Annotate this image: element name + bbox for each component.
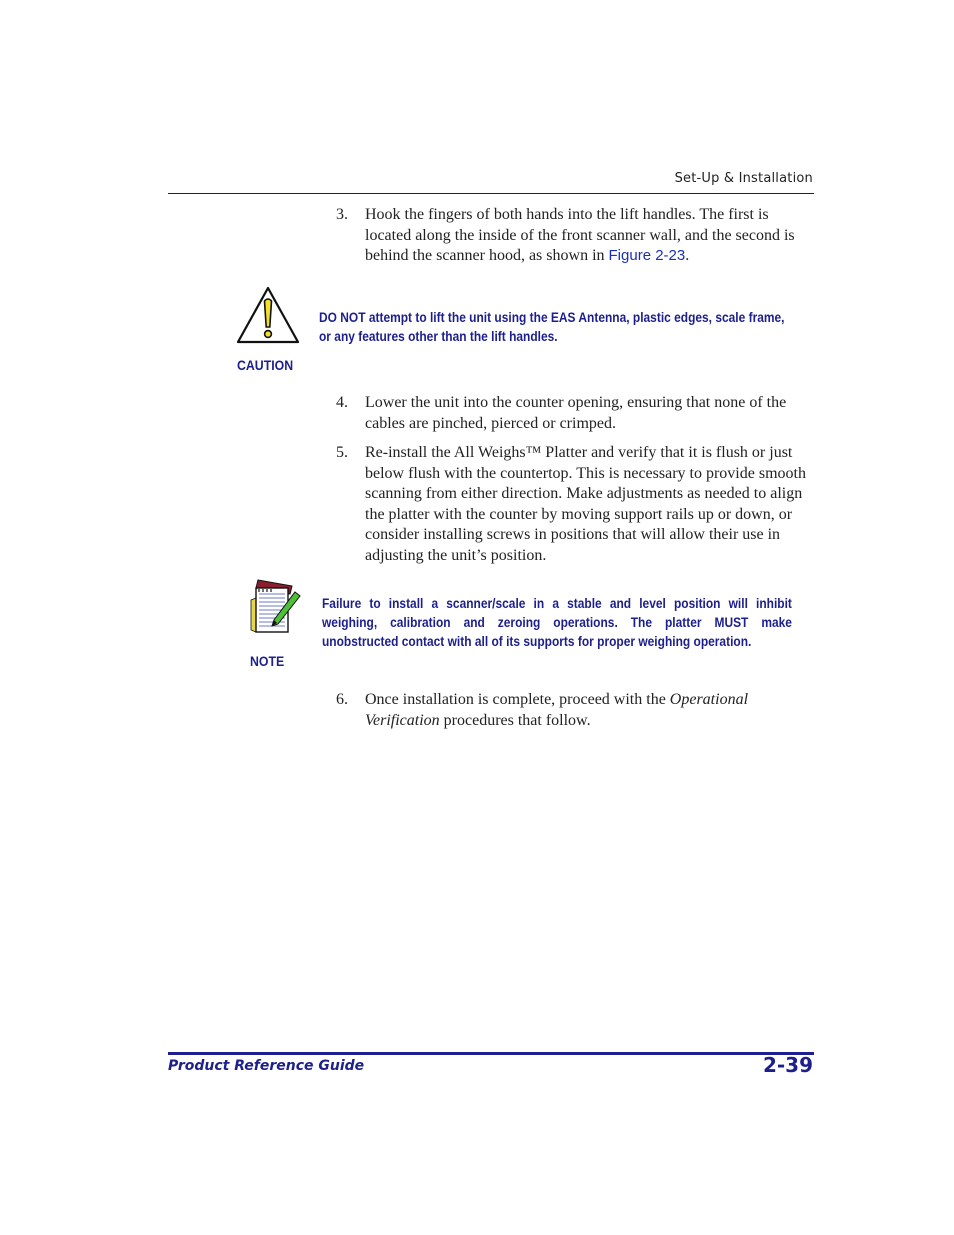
step-number: 3. (336, 206, 348, 223)
step-4 (336, 393, 816, 434)
step-number: 6. (336, 691, 348, 708)
warning-triangle-icon (236, 285, 300, 345)
page-number: 2-39 (762, 1053, 813, 1077)
step-6 (336, 690, 816, 731)
step-text: Re-install the All Weighs™ Platter and verify that it is flush or just below flush with the countertop. This is necessary to provide smooth scanning from either direction. Make adjustments as needed to align the platter with the counter by moving support rails up or down, or consider installing screws in positions that will allow their use in adjusting the unit’s position. (365, 444, 806, 564)
note-label: NOTE (250, 653, 285, 669)
step-text (365, 205, 816, 267)
step-number: 4. (336, 394, 348, 411)
step-text (365, 690, 816, 731)
step-5 (336, 443, 816, 566)
step-text-part: . (685, 247, 690, 264)
header-rule (168, 193, 814, 194)
running-header: Set-Up & Installation (674, 171, 813, 186)
step-text-part: procedures that follow. (439, 711, 591, 729)
step-text-part: Hook the fingers of both hands into the lift handles. The first is located along the inside of the front scanner wall, and the second is behind the scanner hood, as shown in (365, 206, 795, 264)
caution-text: DO NOT attempt to lift the unit using the EAS Antenna, plastic edges, scale frame, or any features other than the lift handles. (319, 310, 785, 344)
figure-link[interactable]: Figure 2-23 (608, 247, 686, 264)
notepad-pencil-icon (248, 576, 304, 636)
step-text-part: Once installation is complete, proceed with the (365, 691, 670, 708)
step-text: Lower the unit into the counter opening, ensuring that none of the cables are pinched, pierced or crimped. (365, 394, 787, 432)
footer-rule (168, 1052, 814, 1055)
section-reference: Operational Verification (365, 691, 749, 729)
step-3 (336, 205, 816, 267)
caution-label: CAUTION (237, 357, 294, 373)
note-text: Failure to install a scanner/scale in a stable and level position will inhibit weighing, calibration and zeroing operations. The platter MUST make unobstructed contact with all of its supports for proper weighing operation. (322, 596, 792, 649)
step-number: 5. (336, 444, 348, 461)
guide-title: Product Reference Guide (168, 1058, 365, 1074)
